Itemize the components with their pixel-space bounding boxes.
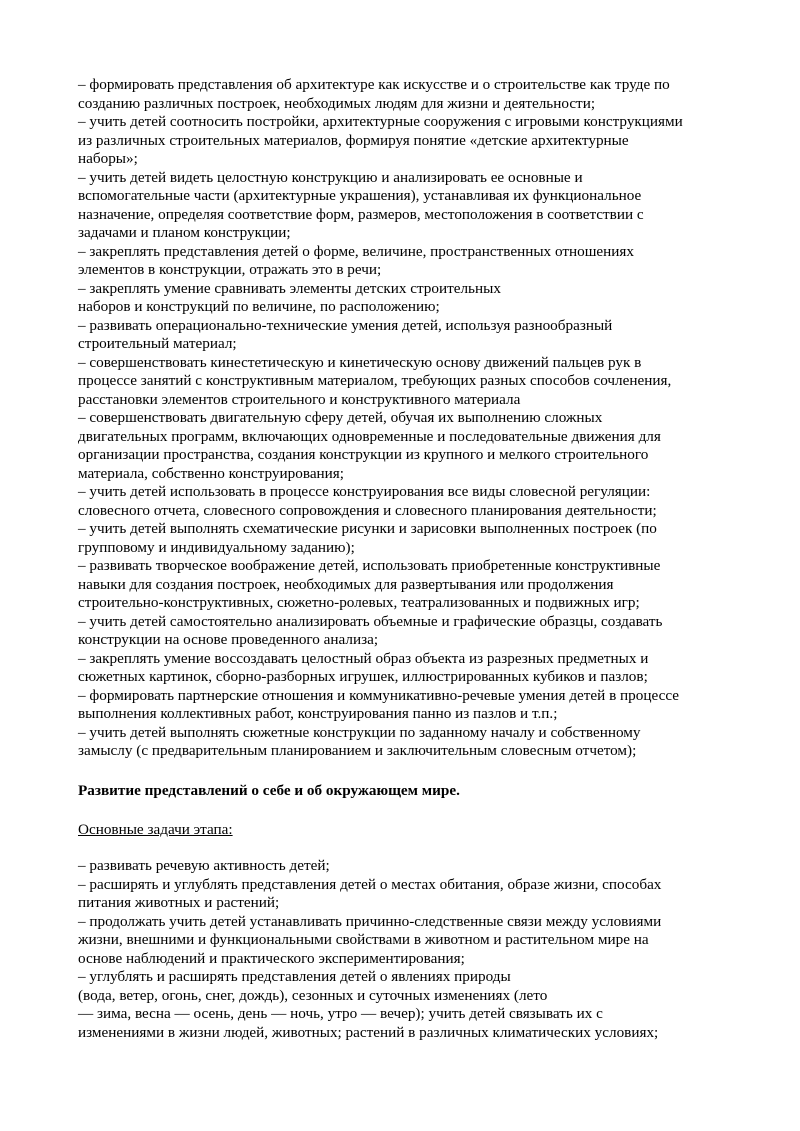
- text-line: организации пространства, создания конструкции из крупного и мелкого строительного: [78, 446, 649, 463]
- text-line: назначение, определяя соответствие форм, размеров, местоположения в соответствии с: [78, 205, 644, 223]
- text-line: вспомогательные части (архитектурные украшения), устанавливая их функциональное: [78, 187, 642, 204]
- text-line: – формировать представления об архитектуре как искусстве и о строительстве как труде по: [78, 76, 670, 93]
- text-line: – расширять и углублять представления детей о местах обитания, образе жизни, способах: [78, 875, 662, 893]
- text-line: конструкции на основе проведенного анализа;: [78, 631, 379, 648]
- text-line: словесного отчета, словесного сопровождения и словесного планирования деятельности;: [78, 501, 657, 519]
- text-line: строительно-конструктивных, сюжетно-ролевых, театрализованных и подвижных игр;: [78, 594, 640, 611]
- text-line: — зима, весна — осень, день — ночь, утро — вечер); учить детей связывать их с: [78, 1005, 603, 1022]
- text-line: групповому и индивидуальному заданию);: [78, 538, 355, 556]
- task-list-world: [78, 857, 738, 1042]
- task-list-construction: [78, 76, 738, 761]
- text-line: наборов и конструкций по величине, по расположению;: [78, 298, 440, 315]
- text-line: выполнения коллективных работ, конструирования панно из пазлов и т.п.;: [78, 705, 558, 722]
- text-line: – совершенствовать двигательную сферу детей, обучая их выполнению сложных: [78, 409, 603, 426]
- text-line: строительный материал;: [78, 335, 237, 352]
- text-line: жизни, внешними и функциональными свойствами в животном и растительном мире на: [78, 931, 649, 948]
- text-line: – развивать творческое воображение детей, использовать приобретенные конструктивные: [78, 557, 661, 574]
- text-line: – учить детей самостоятельно анализировать объемные и графические образцы, создавать: [78, 612, 663, 630]
- text-line: – формировать партнерские отношения и коммуникативно-речевые умения детей в процессе: [78, 686, 680, 704]
- text-line: (вода, ветер, огонь, снег, дождь), сезонных и суточных изменениях (лето: [78, 986, 548, 1004]
- text-line: – учить детей выполнять схематические рисунки и зарисовки выполненных построек (по: [78, 520, 657, 537]
- text-line: – развивать операционально-технические умения детей, используя разнообразный: [78, 316, 613, 334]
- text-line: – закреплять умение воссоздавать целостный образ объекта из разрезных предметных и: [78, 649, 649, 667]
- text-line: основе наблюдений и практического экспериментирования;: [78, 949, 465, 967]
- text-line: – развивать речевую активность детей;: [78, 857, 330, 874]
- text-line: – учить детей соотносить постройки, архитектурные сооружения с игровыми конструкциями: [78, 113, 683, 130]
- text-line: – совершенствовать кинестетическую и кинетическую основу движений пальцев рук в: [78, 353, 642, 371]
- text-line: созданию различных построек, необходимых людям для жизни и деятельности;: [78, 94, 596, 112]
- text-line: – закреплять представления детей о форме, величине, пространственных отношениях: [78, 242, 634, 260]
- text-line: – углублять и расширять представления детей о явлениях природы: [78, 968, 511, 985]
- text-line: замыслу (с предварительным планированием и заключительным словесным отчетом);: [78, 742, 637, 759]
- section-heading: Развитие представлений о себе и об окружающем мире.: [78, 782, 460, 799]
- text-line: питания животных и растений;: [78, 894, 280, 911]
- text-line: материала, собственно конструирования;: [78, 464, 345, 482]
- text-line: из различных строительных материалов, формируя понятие «детские архитектурные: [78, 131, 629, 149]
- text-line: сюжетных картинок, сборно-разборных игрушек, иллюстрированных кубиков и пазлов;: [78, 668, 648, 685]
- text-line: – учить детей видеть целостную конструкцию и анализировать ее основные и: [78, 168, 583, 186]
- text-line: – продолжать учить детей устанавливать причинно-следственные связи между условиями: [78, 912, 662, 930]
- text-line: наборы»;: [78, 150, 138, 167]
- text-line: – учить детей выполнять сюжетные конструкции по заданному началу и собственному: [78, 723, 641, 741]
- text-line: – закреплять умение сравнивать элементы детских строительных: [78, 279, 501, 297]
- text-line: – учить детей использовать в процессе конструирования все виды словесной регуляции:: [78, 483, 651, 500]
- text-line: элементов в конструкции, отражать это в речи;: [78, 261, 382, 278]
- text-line: двигательных программ, включающих одновременные и последовательные движения для: [78, 427, 661, 445]
- section-subheading: Основные задачи этапа:: [78, 821, 233, 838]
- text-line: навыки для создания построек, необходимых для развертывания или продолжения: [78, 575, 614, 593]
- text-line: изменениями в жизни людей, животных; растений в различных климатических условиях;: [78, 1023, 659, 1041]
- text-line: расстановки элементов строительного и конструктивного материала: [78, 390, 521, 408]
- text-line: задачами и планом конструкции;: [78, 224, 291, 241]
- text-line: процессе занятий с конструктивным материалом, требующих разных способов сочленения,: [78, 372, 672, 389]
